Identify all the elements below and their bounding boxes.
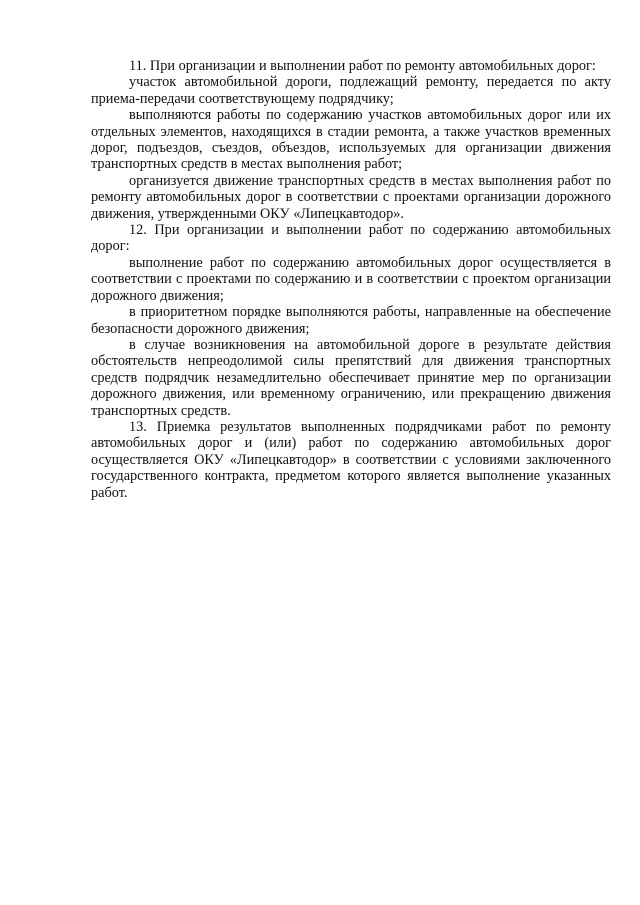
document-body xyxy=(91,58,611,501)
paragraph-12-item-1: выполнение работ по содержанию автомобильных дорог осуществляется в соответствии с проектами по содержанию и в соответствии с проектом организации дорожного движения; xyxy=(91,254,611,304)
paragraph-11-heading: 11. При организации и выполнении работ по ремонту автомобильных дорог: xyxy=(129,58,596,74)
paragraph-11-item-2: выполняются работы по содержанию участков автомобильных дорог или их отдельных элементов, находящихся в стадии ремонта, а также участков временных дорог, подъездов, съездов, объездов, используемых для организации движения транспортных средств в местах выполнения работ; xyxy=(91,107,611,173)
paragraph-12-heading: 12. При организации и выполнении работ по содержанию автомобильных дорог: xyxy=(91,222,611,255)
paragraph-12-item-3: в случае возникновения на автомобильной дороге в результате действия обстоятельств непреодолимой силы препятствий для движения транспортных средств подрядчик незамедлительно обеспечивает принятие мер по организации дорожного движения, или временному ограничению, или прекращению движения транспортных средств. xyxy=(91,336,611,419)
paragraph-11-item-1: участок автомобильной дороги, подлежащий ремонту, передается по акту приема-передачи соответствующему подрядчику; xyxy=(91,74,611,107)
paragraph-13: 13. Приемка результатов выполненных подрядчиками работ по ремонту автомобильных дорог и (или) работ по содержанию автомобильных дорог осуществляется ОКУ «Липецкавтодор» в соответствии с условиями заключенного государственного контракта, предметом которого является выполнение указанных работ. xyxy=(91,418,611,501)
paragraph-12-item-2: в приоритетном порядке выполняются работы, направленные на обеспечение безопасности дорожного движения; xyxy=(91,304,611,337)
paragraph-11-item-3: организуется движение транспортных средств в местах выполнения работ по ремонту автомобильных дорог в соответствии с проектами организации дорожного движения, утвержденными ОКУ «Липецкавтодор». xyxy=(91,172,611,222)
